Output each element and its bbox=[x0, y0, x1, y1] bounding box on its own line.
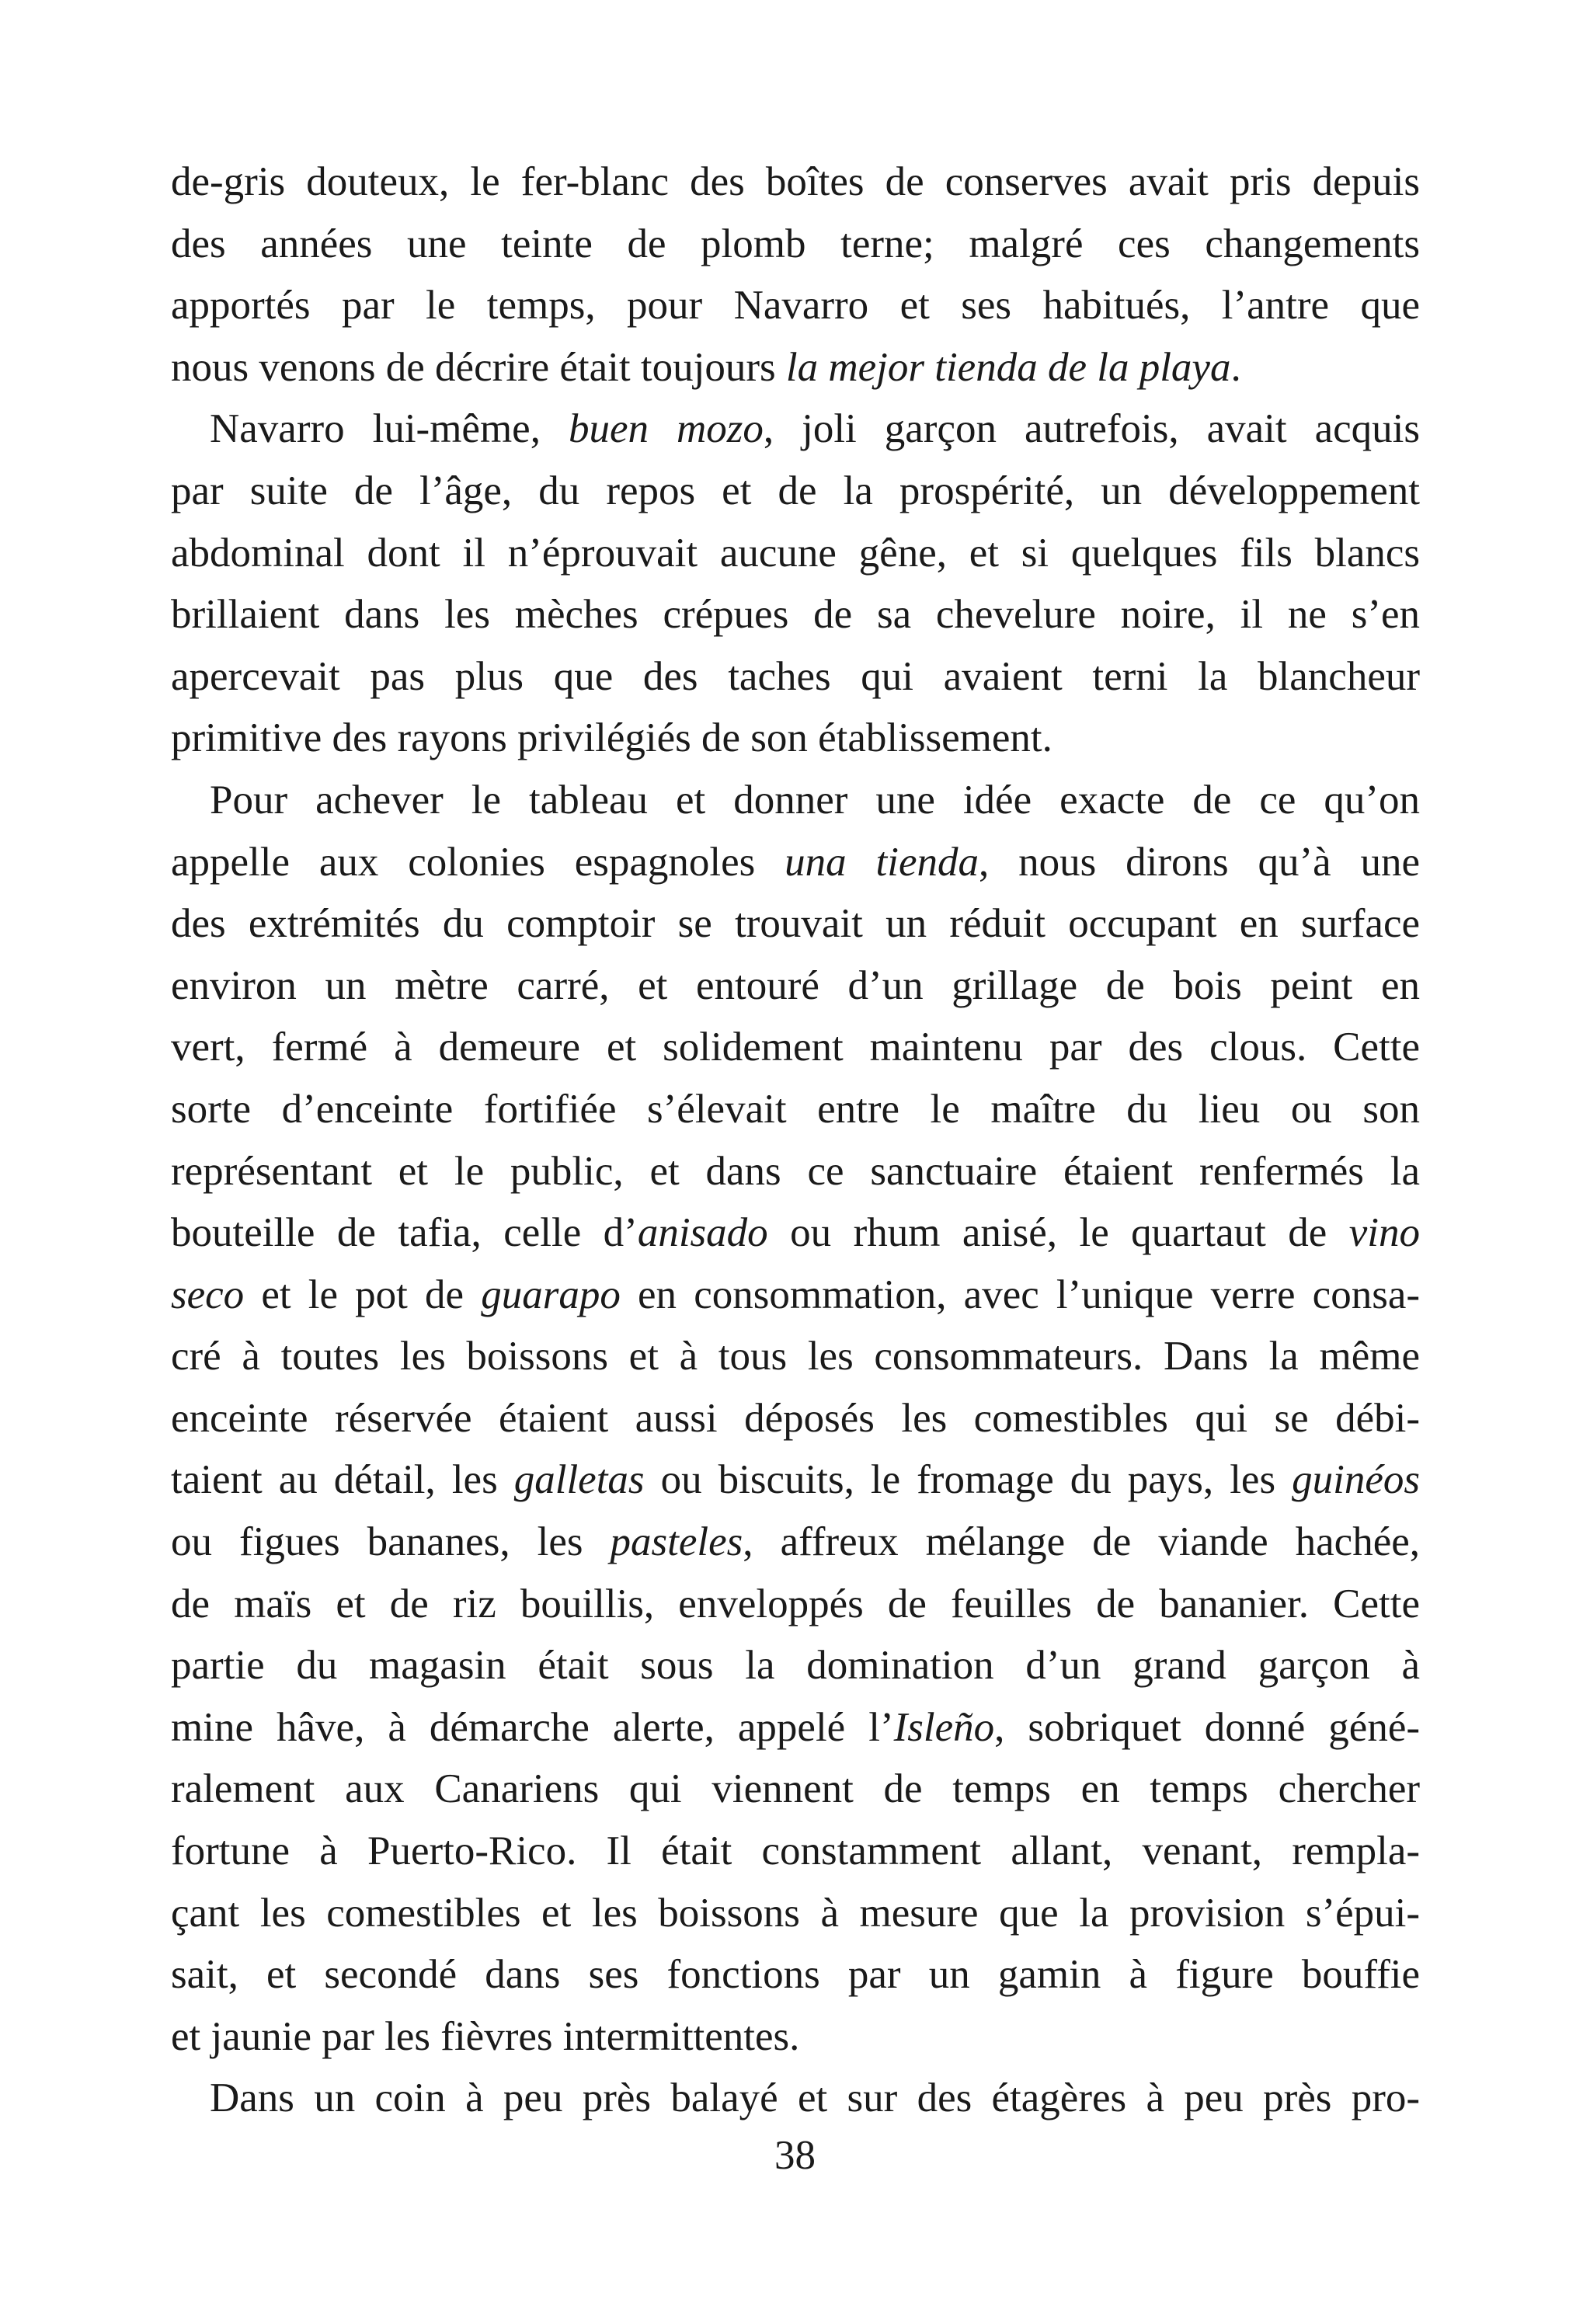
text-run: . bbox=[1230, 344, 1241, 390]
text-run: ralement aux Canariens qui viennent de temps en temps chercher bbox=[171, 1766, 1420, 1812]
text-run: ou rhum anisé, le quartaut de bbox=[767, 1210, 1349, 1256]
text-line bbox=[171, 1449, 1420, 1512]
text-run: , joli garçon autrefois, avait acquis bbox=[763, 406, 1420, 452]
text-line bbox=[171, 893, 1420, 955]
italic-phrase: anisado bbox=[637, 1210, 768, 1256]
text-line bbox=[171, 1512, 1420, 1574]
text-run: , sobriquet donné géné- bbox=[994, 1704, 1420, 1750]
italic-phrase: galletas bbox=[513, 1457, 645, 1503]
text-run: ou biscuits, le fromage du pays, les bbox=[644, 1457, 1293, 1503]
text-run: sorte d’enceinte fortifiée s’élevait entre le maître du lieu ou son bbox=[171, 1086, 1420, 1132]
text-run: Dans un coin à peu près balayé et sur des étagères à peu près pro- bbox=[210, 2075, 1420, 2121]
text-run: représentant et le public, et dans ce sanctuaire étaient renfermés la bbox=[171, 1148, 1420, 1194]
text-line bbox=[171, 1141, 1420, 1203]
text-run: bouteille de tafia, celle d’ bbox=[171, 1210, 638, 1256]
text-line bbox=[171, 1697, 1420, 1759]
text-line bbox=[171, 1574, 1420, 1636]
italic-phrase: una tienda bbox=[785, 839, 979, 885]
text-run: çant les comestibles et les boissons à mesure que la provision s’épui- bbox=[171, 1890, 1420, 1936]
italic-phrase: buen mozo bbox=[568, 406, 764, 452]
text-run: de-gris douteux, le fer-blanc des boîtes de conserves avait pris depuis bbox=[171, 159, 1420, 204]
italic-phrase: vino bbox=[1348, 1210, 1420, 1256]
text-run: par suite de l’âge, du repos et de la prospérité, un développement bbox=[171, 468, 1420, 513]
italic-phrase: seco bbox=[171, 1272, 245, 1317]
text-run: environ un mètre carré, et entouré d’un grillage de bois peint en bbox=[171, 962, 1420, 1008]
text-line bbox=[171, 1202, 1420, 1265]
text-line bbox=[171, 337, 1420, 399]
text-run: mine hâve, à démarche alerte, appelé l’ bbox=[171, 1704, 894, 1750]
text-run: et le pot de bbox=[244, 1272, 482, 1317]
text-run: vert, fermé à demeure et solidement maintenu par des clous. Cette bbox=[171, 1025, 1420, 1070]
text-run: nous venons de décrire était toujours bbox=[171, 344, 786, 390]
text-run: , nous dirons qu’à une bbox=[979, 839, 1421, 885]
italic-phrase: guarapo bbox=[481, 1272, 621, 1317]
text-run: des extrémités du comptoir se trouvait un réduit occupant en surface bbox=[171, 901, 1420, 947]
text-run: apportés par le temps, pour Navarro et ses habitués, l’antre que bbox=[171, 283, 1420, 329]
text-line bbox=[171, 1079, 1420, 1141]
page-number: 38 bbox=[774, 2133, 816, 2178]
text-run: enceinte réservée étaient aussi déposés les comestibles qui se débi- bbox=[171, 1395, 1420, 1441]
text-run: et jaunie par les fièvres intermittentes. bbox=[171, 2013, 800, 2059]
text-run: Pour achever le tableau et donner une idée exacte de ce qu’on bbox=[210, 777, 1420, 823]
text-run: Navarro lui-même, bbox=[210, 406, 569, 452]
text-run: abdominal dont il n’éprouvait aucune gêne, et si quelques fils blancs bbox=[171, 530, 1420, 576]
italic-phrase: Isleño bbox=[893, 1704, 995, 1750]
text-line bbox=[171, 584, 1420, 646]
text-line bbox=[171, 1635, 1420, 1697]
text-line bbox=[171, 1944, 1420, 2006]
text-run: primitive des rayons privilégiés de son établissement. bbox=[171, 715, 1052, 761]
text-run: taient au détail, les bbox=[171, 1457, 514, 1503]
text-run: de maïs et de riz bouillis, enveloppés de feuilles de bananier. Cette bbox=[171, 1581, 1420, 1626]
text-run: ou figues bananes, les bbox=[171, 1519, 611, 1565]
text-run: brillaient dans les mèches crépues de sa chevelure noire, il ne s’en bbox=[171, 592, 1420, 638]
text-run: en consommation, avec l’unique verre consa- bbox=[620, 1272, 1421, 1317]
italic-phrase: guinéos bbox=[1292, 1457, 1420, 1503]
text-run: apercevait pas plus que des taches qui avaient terni la blancheur bbox=[171, 653, 1420, 699]
text-line bbox=[171, 151, 1420, 214]
text-line bbox=[171, 1759, 1420, 1821]
text-line bbox=[171, 523, 1420, 585]
text-run: des années une teinte de plomb terne; malgré ces changements bbox=[171, 221, 1420, 266]
text-line bbox=[171, 708, 1420, 770]
text-line bbox=[171, 1265, 1420, 1327]
text-line bbox=[171, 2068, 1420, 2130]
text-line bbox=[171, 1326, 1420, 1388]
text-line bbox=[171, 955, 1420, 1018]
text-line bbox=[171, 770, 1420, 832]
italic-phrase: pasteles bbox=[610, 1519, 743, 1565]
text-line bbox=[171, 398, 1420, 461]
text-line bbox=[171, 646, 1420, 708]
text-line bbox=[171, 275, 1420, 337]
text-run: appelle aux colonies espagnoles bbox=[171, 839, 785, 885]
text-run: partie du magasin était sous la domination d’un grand garçon à bbox=[171, 1643, 1420, 1689]
text-line bbox=[171, 1821, 1420, 1883]
body-text bbox=[171, 151, 1420, 2130]
text-run: sait, et secondé dans ses fonctions par un gamin à figure bouffie bbox=[171, 1952, 1420, 1998]
text-line bbox=[171, 2006, 1420, 2068]
text-line bbox=[171, 1883, 1420, 1945]
italic-phrase: la mejor tienda de la playa bbox=[785, 344, 1231, 390]
text-line bbox=[171, 1017, 1420, 1079]
text-line bbox=[171, 214, 1420, 276]
text-run: cré à toutes les boissons et à tous les consommateurs. Dans la même bbox=[171, 1334, 1420, 1379]
text-run: , affreux mélange de viande hachée, bbox=[743, 1519, 1420, 1565]
text-line bbox=[171, 1388, 1420, 1450]
text-line bbox=[171, 461, 1420, 523]
text-run: fortune à Puerto-Rico. Il était constamment allant, venant, rempla- bbox=[171, 1828, 1420, 1874]
text-line bbox=[171, 832, 1420, 894]
